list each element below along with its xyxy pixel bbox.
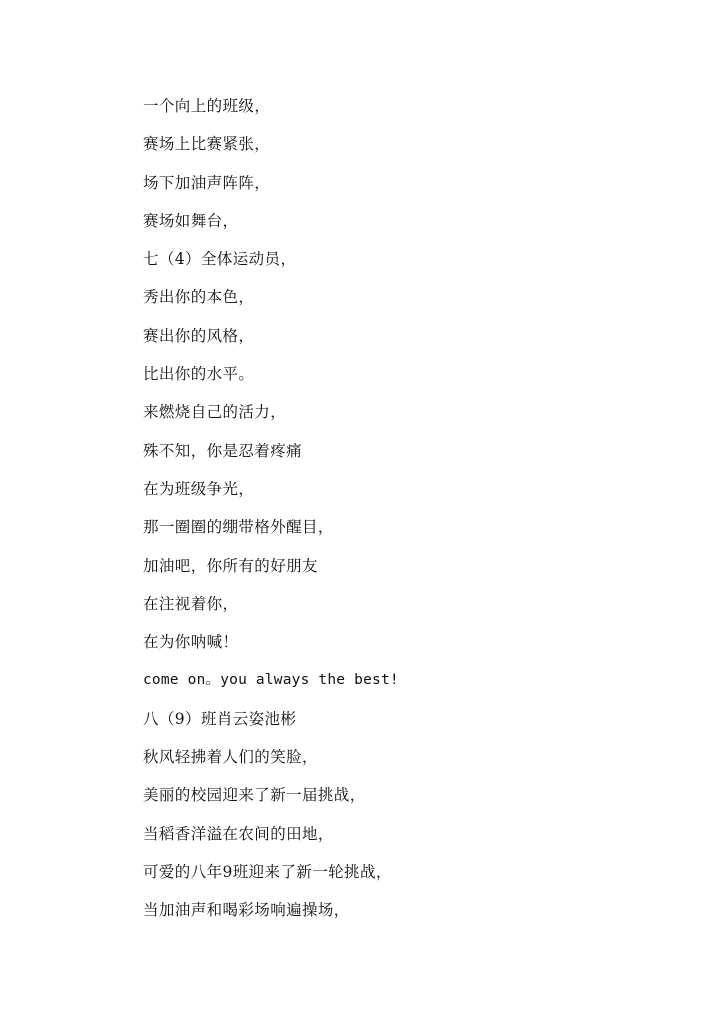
- text-line: 八（9）班肖云姿池彬: [143, 709, 297, 728]
- text-line: 当稻香洋溢在农间的田地，: [143, 824, 334, 843]
- text-line: 比出你的水平。: [143, 365, 255, 384]
- text-line: 赛场上比赛紧张，: [143, 135, 271, 154]
- text-line: 当加油声和喝彩场响遍操场，: [143, 901, 350, 920]
- text-line: 赛场如舞台，: [143, 211, 239, 230]
- text-line: 在为班级争光，: [143, 479, 255, 498]
- text-line: 场下加油声阵阵，: [143, 173, 271, 192]
- text-line: 赛出你的风格，: [143, 326, 255, 345]
- document-body: [143, 94, 683, 937]
- text-line: come on。you always the best!: [143, 672, 399, 689]
- text-line: 在注视着你，: [143, 594, 239, 613]
- text-line: 一个向上的班级，: [143, 97, 271, 115]
- text-line: 殊不知，你是忍着疼痛: [143, 441, 303, 460]
- text-line: 加油吧，你所有的好朋友: [143, 556, 318, 575]
- text-line: 秋风轻拂着人们的笑脸，: [143, 748, 318, 767]
- text-line: 秀出你的本色，: [143, 288, 255, 307]
- text-line: 来燃烧自己的活力，: [143, 403, 287, 422]
- text-line: 在为你呐喊！: [143, 633, 239, 652]
- text-line: 那一圈圈的绷带格外醒目，: [143, 518, 334, 537]
- text-line: 可爱的八年9班迎来了新一轮挑战，: [143, 862, 392, 881]
- text-line: 美丽的校园迎来了新一届挑战，: [143, 786, 366, 805]
- text-line: 七（4）全体运动员，: [143, 250, 297, 269]
